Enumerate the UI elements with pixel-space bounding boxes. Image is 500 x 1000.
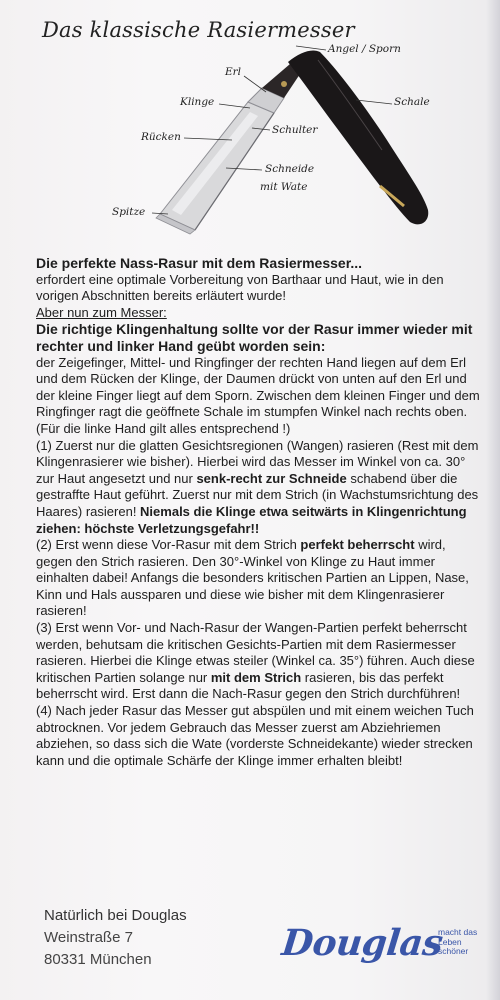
store-address xyxy=(44,905,187,971)
step-3-emphasis: mit dem Strich xyxy=(210,669,302,685)
step-1-text-a: (1) Zuerst nur die glatten Gesichtsregionen (Wangen) rasieren (Rest mit dem Klingenrasierer wie bisher). Hierbei wird das Messer im Winkel von ca. 30° zur Haut angesetzt und nur xyxy=(36,437,479,486)
razor-drawing xyxy=(0,0,500,250)
step-1-emphasis-a: senk-recht zur Schneide xyxy=(196,470,347,486)
step-1 xyxy=(36,438,484,538)
article-body xyxy=(36,255,484,769)
step-1-warning: Niemals die Klinge etwa seitwärts in Klingenrichtung ziehen: höchste Verletzungsgefahr!! xyxy=(36,503,467,536)
footer-line-1: Natürlich bei Douglas xyxy=(44,907,187,924)
label-schneide: Schneide xyxy=(265,163,315,175)
step-2-text-a: (2) Erst wenn diese Vor-Rasur mit dem Strich xyxy=(36,537,301,553)
label-angel-sporn: Angel / Sporn xyxy=(328,43,401,55)
label-klinge: Klinge xyxy=(180,96,215,108)
douglas-slogan: macht das Leben schöner xyxy=(438,927,478,956)
article-intro: erfordert eine optimale Vorbereitung von Barthaar und Haut, wie in den vorigen Abschnitten bereits erläutert wurde! xyxy=(36,271,444,304)
step-3-text-b: rasieren, bis das perfekt beherrscht wird. Erst dann die Nach-Rasur gegen den Strich durchführen! xyxy=(36,669,461,702)
label-spitze: Spitze xyxy=(112,206,146,218)
label-erl: Erl xyxy=(225,66,242,78)
razor-illustration xyxy=(0,0,500,250)
paragraph-hand-position: der Zeigefinger, Mittel- und Ringfinger der rechten Hand liegen auf dem Erl und dem Rücken der Klinge, der Daumen drückt von unten auf den Erl und der kleine Finger liegt auf dem Sporn. Zwischen dem kleinen Finger und dem Ringfinger ragt die geöffnete Schale im stumpfen Winkel nach rechts oben. (Für die linke Hand gilt alles entsprechend !) xyxy=(36,354,480,436)
step-2-text-b: wird, gegen den Strich rasieren. Den 30°-Winkel von Klinge zu Haut immer einhalten dabei! Anfangs die besonders kritischen Partien an Lippen, Nase, Kinn und Hals aussparen und diese wie bisher mit dem Klingenrasierer rasieren! xyxy=(36,537,469,619)
step-1-text-b: schabend über die gestraffte Haut geführt. Zuerst nur mit dem Strich (in Wachstumsrichtung des Haares) rasieren! xyxy=(36,470,479,519)
article-heading: Die perfekte Nass-Rasur mit dem Rasiermesser... xyxy=(36,255,363,271)
razor-blade xyxy=(156,88,284,234)
label-ruecken: Rücken xyxy=(141,131,181,143)
footer-street: Weinstraße 7 xyxy=(44,929,133,946)
douglas-logo: Douglas xyxy=(279,922,445,964)
article-aber-line: Aber nun zum Messer: xyxy=(36,304,167,320)
label-schulter: Schulter xyxy=(272,124,318,136)
step-4: (4) Nach jeder Rasur das Messer gut abspülen und mit einem weichen Tuch abtrocknen. Vor jedem Gebrauch das Messer zuerst am Abziehriemen abziehen, so dass sich die Wate (vorderste Schneidekante) wieder strecken kann und die optimale Schärfe der Klinge immer erhalten bleibt! xyxy=(36,703,474,768)
step-3-text-a: (3) Erst wenn Vor- und Nach-Rasur der Wangen-Partien perfekt beherrscht werden, behutsam die kritischen Gesichts-Partien mit dem Rasiermesser rasieren. Hierbei die Klinge etwas steiler (Winkel ca. 35°) führen. Auch diese kritischen Partien solange nur xyxy=(36,620,475,685)
illustration-title: Das klassische Rasiermesser xyxy=(42,18,355,42)
step-2 xyxy=(36,537,484,620)
razor-handle xyxy=(288,50,428,224)
label-mit-wate: mit Wate xyxy=(260,181,308,193)
label-schale: Schale xyxy=(394,96,430,108)
footer-city: 80331 München xyxy=(44,951,152,968)
article-subheading: Die richtige Klingenhaltung sollte vor der Rasur immer wieder mit rechter und linker Hand geübt worden sein: xyxy=(36,321,473,354)
step-3 xyxy=(36,620,484,703)
step-2-emphasis: perfekt beherrscht xyxy=(300,537,415,553)
